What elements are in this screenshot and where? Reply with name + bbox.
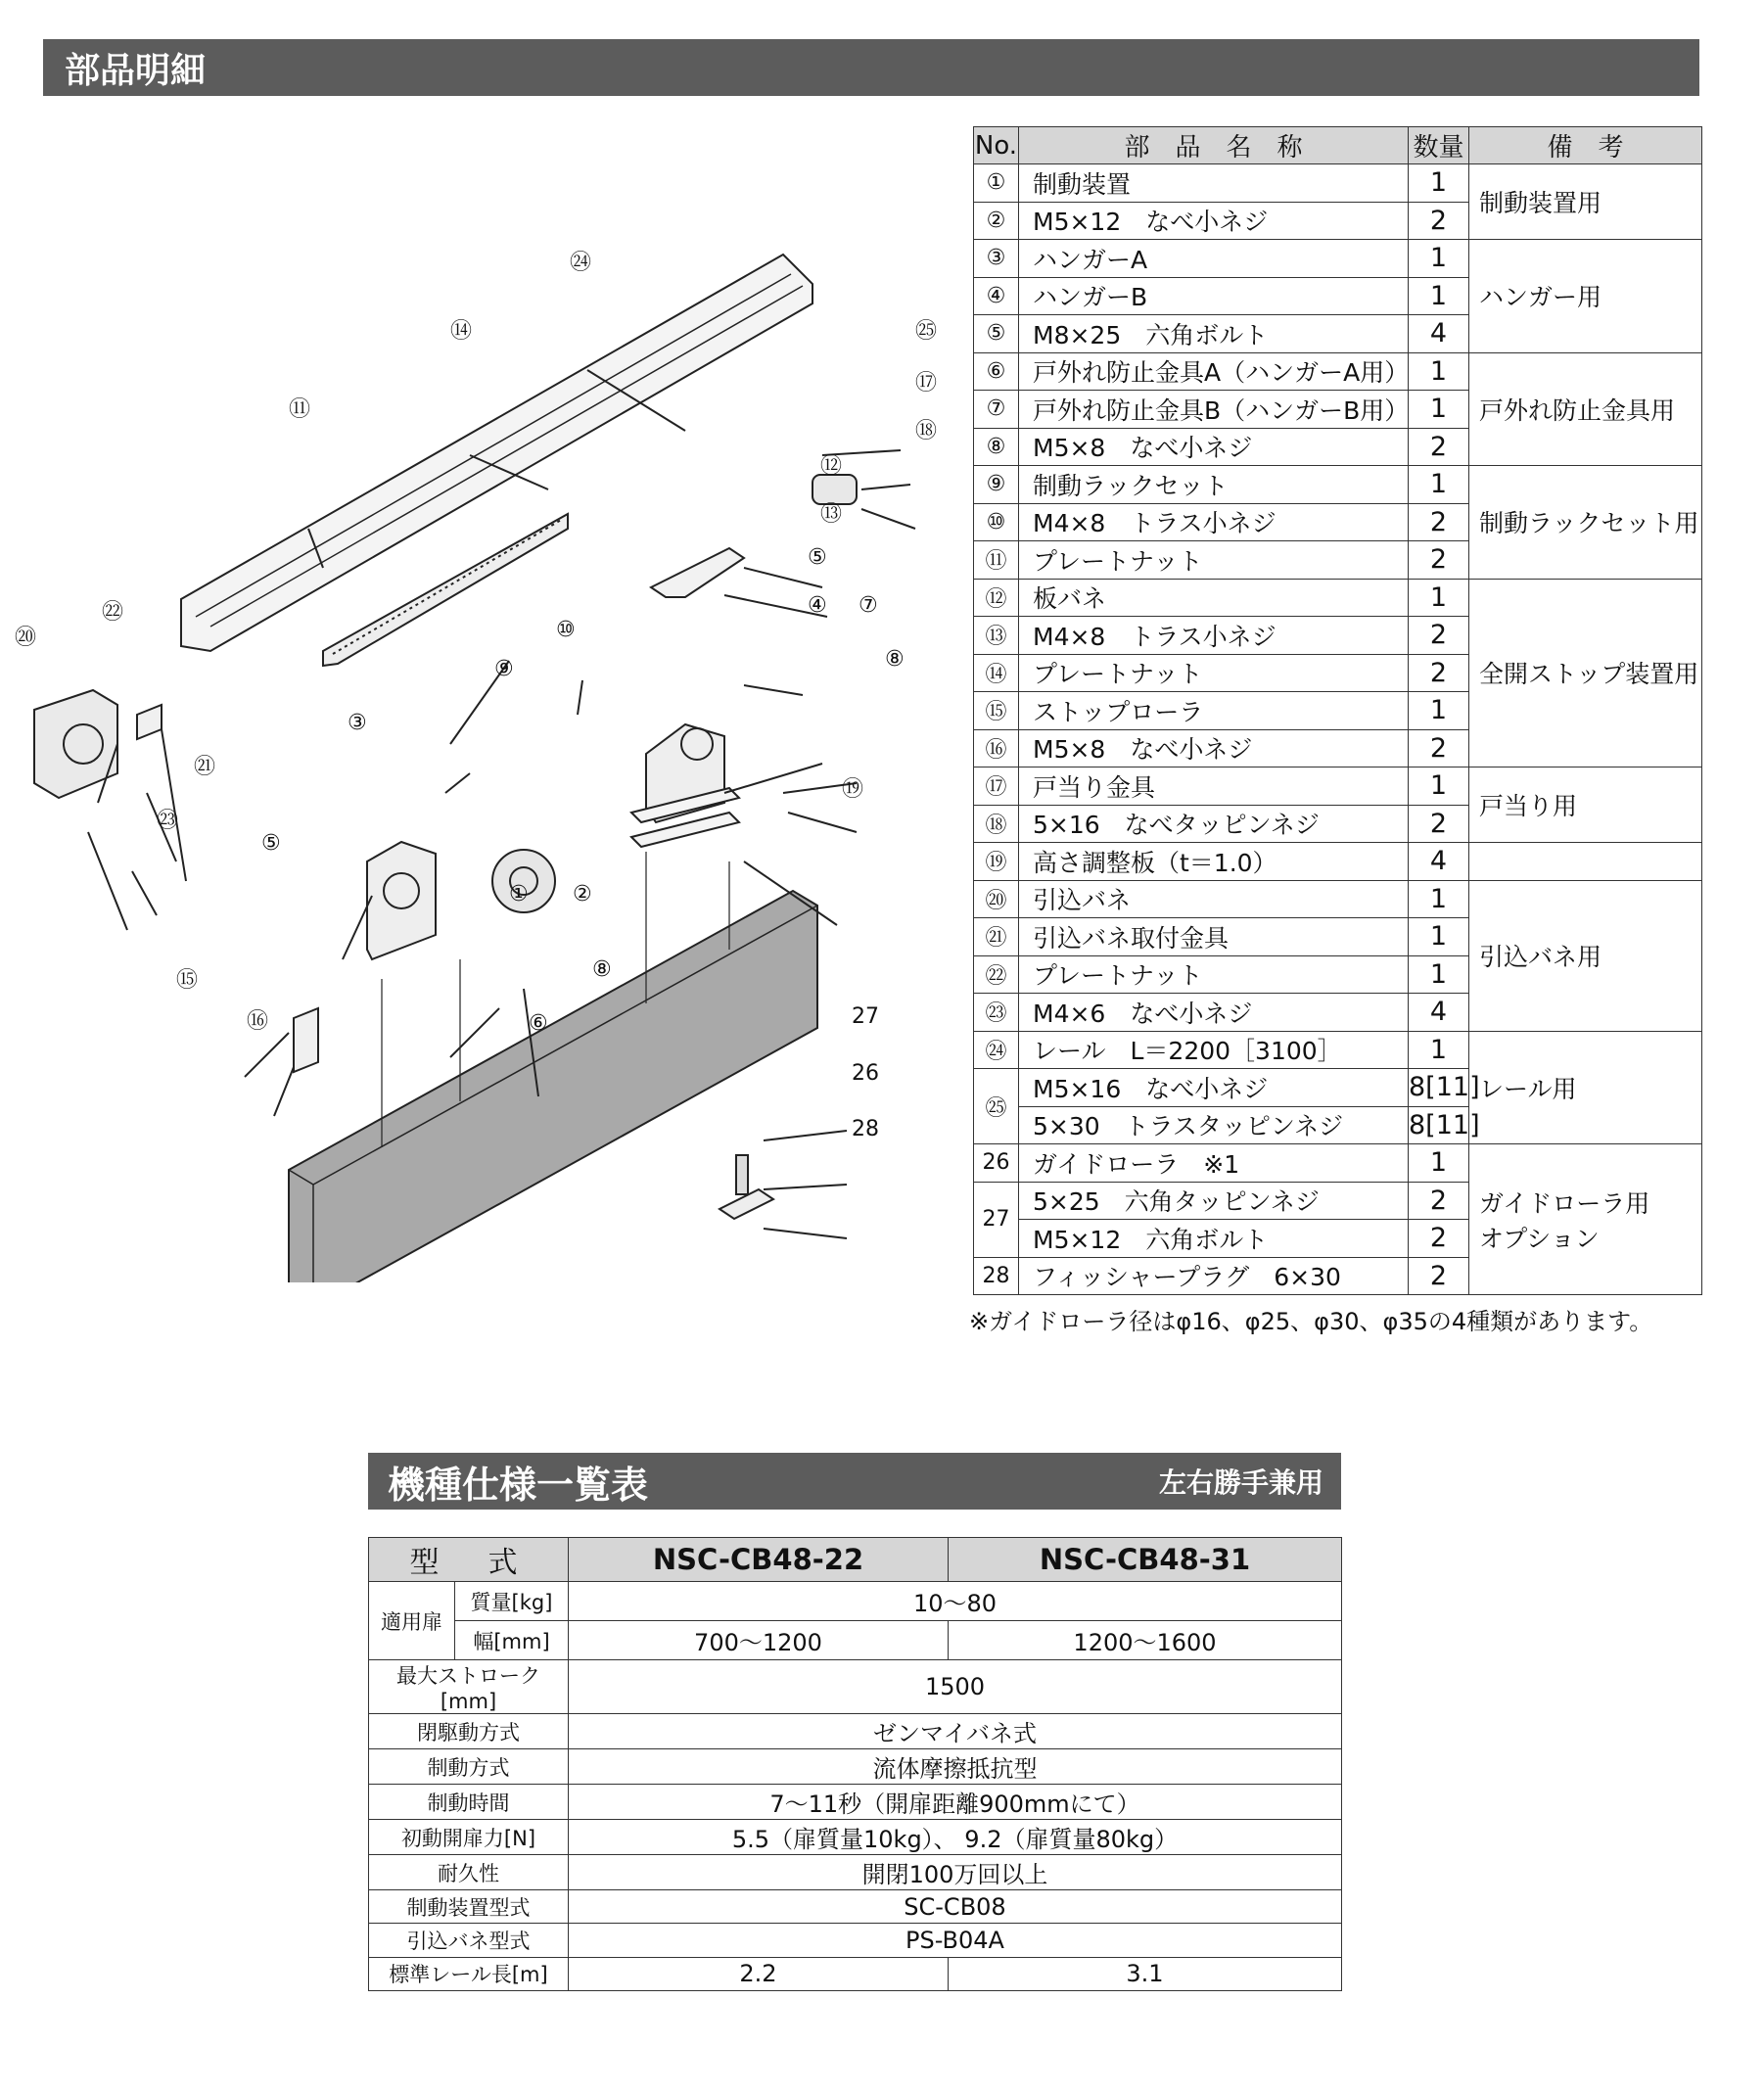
part-name: M4×8 トラス小ネジ: [1019, 617, 1409, 655]
spec-stroke-value: 1500: [569, 1660, 1342, 1714]
part-qty: 1: [1409, 240, 1469, 278]
column-header-name: 部 品 名 称: [1019, 127, 1409, 164]
parts-table-row: [974, 1031, 1702, 1069]
part-qty: 8[11]: [1409, 1106, 1469, 1144]
part-number: ④: [974, 277, 1019, 315]
parts-table-row: [974, 1144, 1702, 1183]
parts-section-header: [43, 39, 1699, 96]
callout-label: ㉒: [102, 600, 124, 625]
spec-rail-label: 標準レール長[m]: [369, 1957, 569, 1990]
column-header-remarks: 備 考: [1469, 127, 1702, 164]
part-name: M5×8 なべ小ネジ: [1019, 428, 1409, 466]
spec-weight-value: 10～80: [569, 1582, 1342, 1621]
part-name: プレートナット: [1019, 541, 1409, 580]
part-qty: 1: [1409, 277, 1469, 315]
part-number: ㉑: [974, 918, 1019, 956]
part-name: ハンガーA: [1019, 240, 1409, 278]
spec-rail-31: 3.1: [949, 1957, 1342, 1990]
part-qty: 1: [1409, 767, 1469, 806]
callout-label: ⑧: [885, 647, 905, 672]
callout-label: ㉑: [194, 755, 216, 779]
spec-row-durability: [369, 1855, 1342, 1890]
remark-text: ガイドローラ用: [1479, 1188, 1650, 1218]
part-number: ⑫: [974, 579, 1019, 617]
parts-table-row: [974, 843, 1702, 881]
part-name: ハンガーB: [1019, 277, 1409, 315]
callout-label: ⑮: [176, 968, 199, 993]
part-number: ⑦: [974, 391, 1019, 429]
part-remarks: [1469, 352, 1702, 466]
part-qty: 2: [1409, 617, 1469, 655]
spec-brake-model-label: 制動装置型式: [369, 1890, 569, 1924]
exploded-parts-diagram: [0, 117, 969, 1282]
part-qty: 2: [1409, 805, 1469, 843]
part-qty: 1: [1409, 164, 1469, 203]
part-name: 5×25 六角タッピンネジ: [1019, 1182, 1409, 1220]
part-qty: 1: [1409, 466, 1469, 504]
part-name: 制動装置: [1019, 164, 1409, 203]
part-name: 引込バネ取付金具: [1019, 918, 1409, 956]
guide-roller-note: ※ガイドローラ径はφ16、φ25、φ30、φ35の4種類があります。: [969, 1308, 1653, 1335]
part-remarks: [1469, 767, 1702, 843]
spec-row-spring-model: [369, 1924, 1342, 1957]
remark-text: オプション: [1479, 1224, 1600, 1253]
part-number: ⑩: [974, 503, 1019, 541]
spec-model-31: NSC-CB48-31: [949, 1538, 1342, 1582]
part-number: ②: [974, 202, 1019, 240]
spec-row-width: [369, 1621, 1342, 1660]
remark-text: レール用: [1479, 1074, 1577, 1103]
part-qty: 1: [1409, 1031, 1469, 1069]
callout-label: ⑨: [494, 657, 514, 681]
callout-label: ⑦: [859, 593, 878, 618]
callout-label: ⑫: [820, 454, 843, 479]
part-name: 高さ調整板（t＝1.0）: [1019, 843, 1409, 881]
part-qty: 2: [1409, 1257, 1469, 1295]
column-header-no: No.: [974, 127, 1019, 164]
callout-label: 26: [852, 1061, 879, 1086]
part-number: ⑲: [974, 843, 1019, 881]
part-number: ⑬: [974, 617, 1019, 655]
part-number: 28: [974, 1257, 1019, 1295]
part-number: ⑪: [974, 541, 1019, 580]
part-name: プレートナット: [1019, 955, 1409, 994]
spec-spring-model-label: 引込バネ型式: [369, 1924, 569, 1957]
callout-label: ⑳: [15, 626, 37, 650]
part-remarks: [1469, 240, 1702, 353]
spec-brake-label: 制動方式: [369, 1749, 569, 1785]
part-name: プレートナット: [1019, 654, 1409, 692]
spec-row-stroke: [369, 1660, 1342, 1714]
part-qty: 1: [1409, 1144, 1469, 1183]
part-number: ⑨: [974, 466, 1019, 504]
part-name: 制動ラックセット: [1019, 466, 1409, 504]
part-remarks: [1469, 1144, 1702, 1295]
part-qty: 2: [1409, 202, 1469, 240]
parts-section-title: 部品明細: [65, 50, 207, 91]
part-qty: 1: [1409, 391, 1469, 429]
part-name: 板バネ: [1019, 579, 1409, 617]
callout-label: ⑭: [450, 319, 473, 344]
part-qty: 1: [1409, 352, 1469, 391]
parts-table-row: [974, 352, 1702, 391]
callout-label: ⑰: [915, 371, 938, 395]
part-name: レール L＝2200［3100］: [1019, 1031, 1409, 1069]
callout-label: ⑯: [247, 1009, 269, 1034]
spec-row-drive: [369, 1714, 1342, 1749]
part-qty: 1: [1409, 955, 1469, 994]
spec-width-31: 1200～1600: [949, 1621, 1342, 1660]
spec-row-weight: [369, 1582, 1342, 1621]
part-number: 26: [974, 1144, 1019, 1183]
part-qty: 4: [1409, 315, 1469, 353]
part-name: 引込バネ: [1019, 880, 1409, 918]
callout-label: ⑥: [529, 1011, 548, 1036]
part-name: 戸当り金具: [1019, 767, 1409, 806]
spec-durability-label: 耐久性: [369, 1855, 569, 1890]
callout-label: ⑤: [808, 545, 827, 570]
part-qty: 2: [1409, 654, 1469, 692]
callout-label: ③: [348, 711, 367, 735]
spec-spring-model-value: PS-B04A: [569, 1924, 1342, 1957]
part-number: ③: [974, 240, 1019, 278]
part-qty: 2: [1409, 729, 1469, 767]
part-name: M4×6 なべ小ネジ: [1019, 994, 1409, 1032]
callout-label: ⑲: [842, 777, 864, 802]
part-qty: 1: [1409, 692, 1469, 730]
part-qty: 1: [1409, 579, 1469, 617]
parts-table-row: [974, 767, 1702, 806]
part-name: ガイドローラ ※1: [1019, 1144, 1409, 1183]
column-header-qty: 数量: [1409, 127, 1469, 164]
part-number: ⑱: [974, 805, 1019, 843]
part-remarks: [1469, 843, 1702, 881]
spec-brake-model-value: SC-CB08: [569, 1890, 1342, 1924]
spec-door-label: 適用扉: [369, 1582, 455, 1660]
part-qty: 4: [1409, 843, 1469, 881]
callout-label: ⑬: [820, 502, 843, 527]
part-qty: 1: [1409, 880, 1469, 918]
part-number: ⑳: [974, 880, 1019, 918]
part-name: ストップローラ: [1019, 692, 1409, 730]
spec-force-label: 初動開扉力[N]: [369, 1820, 569, 1855]
remark-text: 戸当り用: [1479, 792, 1578, 820]
rail-part: [181, 255, 812, 651]
parts-table-row: [974, 240, 1702, 278]
part-remarks: [1469, 1031, 1702, 1144]
part-number: ㉔: [974, 1031, 1019, 1069]
part-number: ①: [974, 164, 1019, 203]
parts-table-header: [974, 127, 1702, 164]
part-qty: 2: [1409, 541, 1469, 580]
spec-width-label: 幅[mm]: [455, 1621, 569, 1660]
part-remarks: [1469, 579, 1702, 767]
part-qty: 2: [1409, 503, 1469, 541]
callout-label: 27: [852, 1004, 879, 1029]
part-number: ⑧: [974, 428, 1019, 466]
part-number: ⑤: [974, 315, 1019, 353]
spec-section-title: 機種仕様一覧表: [388, 1463, 649, 1507]
spec-model-22: NSC-CB48-22: [569, 1538, 949, 1582]
spec-durability-value: 開閉100万回以上: [569, 1855, 1342, 1890]
callout-label: ①: [509, 882, 529, 907]
part-number: 27: [974, 1182, 1019, 1257]
parts-table-row: [974, 880, 1702, 918]
parts-table-row: [974, 466, 1702, 504]
spec-drive-value: ゼンマイバネ式: [569, 1714, 1342, 1749]
parts-table-row: [974, 579, 1702, 617]
part-name: 戸外れ防止金具B（ハンガーB用）: [1019, 391, 1409, 429]
callout-label: 28: [852, 1117, 879, 1141]
part-qty: 4: [1409, 994, 1469, 1032]
spec-brake-value: 流体摩擦抵抗型: [569, 1749, 1342, 1785]
part-qty: 1: [1409, 918, 1469, 956]
part-name: M4×8 トラス小ネジ: [1019, 503, 1409, 541]
spec-row-rail: [369, 1957, 1342, 1990]
callout-label: ⑱: [915, 419, 938, 443]
callout-label: ㉔: [570, 251, 592, 275]
spec-row-brake-model: [369, 1890, 1342, 1924]
part-name: 5×16 なべタッピンネジ: [1019, 805, 1409, 843]
callout-label: ②: [573, 882, 592, 907]
part-remarks: [1469, 466, 1702, 580]
spec-stroke-label: 最大ストローク[mm]: [369, 1660, 569, 1714]
part-number: ㉓: [974, 994, 1019, 1032]
part-name: フィッシャープラグ 6×30: [1019, 1257, 1409, 1295]
part-number: ⑭: [974, 654, 1019, 692]
part-qty: 2: [1409, 428, 1469, 466]
parts-table: [973, 126, 1702, 1295]
door-stop-part: [812, 475, 857, 504]
part-qty: 8[11]: [1409, 1069, 1469, 1107]
remark-text: 制動ラックセット用: [1479, 509, 1699, 538]
spec-row-time: [369, 1785, 1342, 1820]
part-name: 5×30 トラスタッピンネジ: [1019, 1106, 1409, 1144]
part-number: ㉒: [974, 955, 1019, 994]
remark-text: 戸外れ防止金具用: [1479, 395, 1676, 425]
part-remarks: [1469, 880, 1702, 1031]
callout-label: ⑩: [556, 618, 576, 642]
spec-width-22: 700～1200: [569, 1621, 949, 1660]
remark-text: 制動装置用: [1479, 189, 1602, 217]
spec-section-header: [368, 1453, 1341, 1510]
callout-label: ⑪: [289, 397, 311, 422]
spec-model-label: 型 式: [369, 1538, 569, 1582]
part-name: M5×16 なべ小ネジ: [1019, 1069, 1409, 1107]
callout-label: ⑤: [261, 831, 281, 856]
hanger-a-part: [367, 842, 436, 959]
spec-time-value: 7～11秒（開扉距離900mmにて）: [569, 1785, 1342, 1820]
callout-label: ㉓: [157, 809, 179, 833]
part-name: 戸外れ防止金具A（ハンガーA用）: [1019, 352, 1409, 391]
remark-text: 全開ストップ装置用: [1479, 660, 1699, 689]
part-name: M5×12 六角ボルト: [1019, 1220, 1409, 1258]
part-qty: 2: [1409, 1182, 1469, 1220]
part-number: ⑰: [974, 767, 1019, 806]
callout-label: ⑧: [592, 957, 612, 982]
callout-label: ㉕: [915, 319, 938, 344]
spec-rail-22: 2.2: [569, 1957, 949, 1990]
remark-text: 引込バネ用: [1479, 943, 1602, 971]
spec-row-model: [369, 1538, 1342, 1582]
spec-row-force: [369, 1820, 1342, 1855]
callout-label: ④: [808, 593, 827, 618]
part-qty: 2: [1409, 1220, 1469, 1258]
spec-row-brake: [369, 1749, 1342, 1785]
spec-weight-label: 質量[kg]: [455, 1582, 569, 1621]
part-remarks: [1469, 164, 1702, 240]
part-number: ⑥: [974, 352, 1019, 391]
part-name: M5×12 なべ小ネジ: [1019, 202, 1409, 240]
parts-table-row: [974, 164, 1702, 203]
leaf-spring-part: [651, 548, 744, 597]
spec-force-value: 5.5（扉質量10kg）、 9.2（扉質量80kg）: [569, 1820, 1342, 1855]
spec-table: [368, 1537, 1342, 1991]
part-name: M5×8 なべ小ネジ: [1019, 729, 1409, 767]
part-name: M8×25 六角ボルト: [1019, 315, 1409, 353]
spec-time-label: 制動時間: [369, 1785, 569, 1820]
spec-drive-label: 閉駆動方式: [369, 1714, 569, 1749]
part-number: ⑯: [974, 729, 1019, 767]
spec-section-subtitle: 左右勝手兼用: [1158, 1466, 1323, 1499]
remark-text: ハンガー用: [1479, 283, 1602, 312]
part-number: ⑮: [974, 692, 1019, 730]
part-number: ㉕: [974, 1069, 1019, 1144]
